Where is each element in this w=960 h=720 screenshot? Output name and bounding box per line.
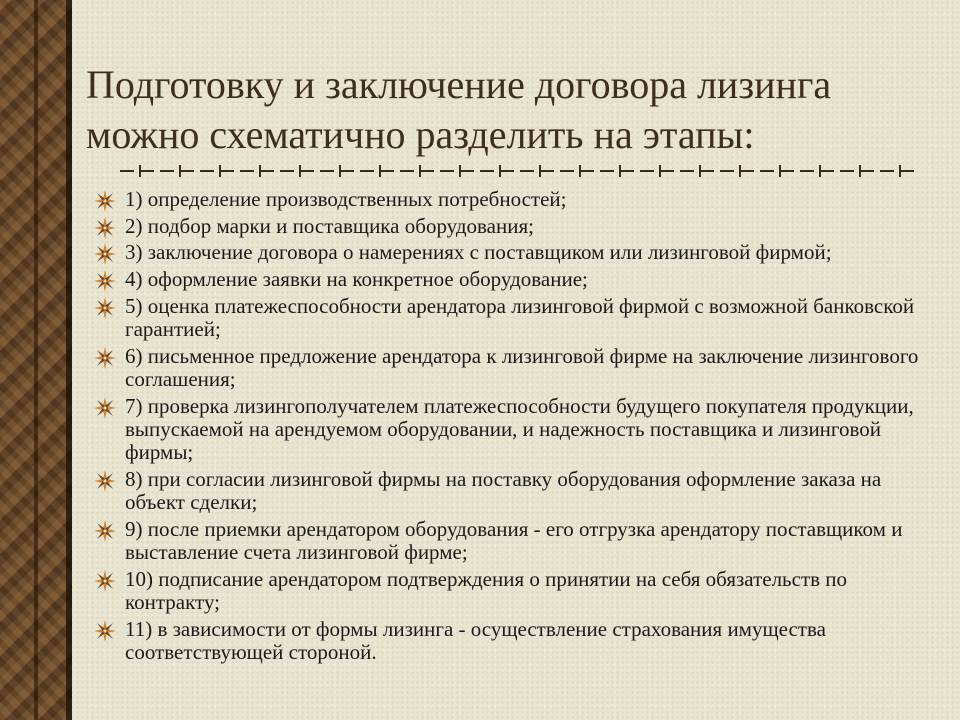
list-item-text: 7) проверка лизингополучателем платежеспособности будущего покупателя продукции, выпускаемой на арендуемом оборудовании, и надежность поставщика и лизинговой фирмы; bbox=[125, 393, 914, 465]
list-item bbox=[94, 568, 939, 615]
list-item bbox=[94, 395, 939, 465]
list-item-text: 4) оформление заявки на конкретное оборудование; bbox=[125, 267, 588, 292]
list-item-text: 3) заключение договора о намерениях с поставщиком или лизинговой фирмой; bbox=[125, 240, 832, 265]
slide-title bbox=[86, 60, 946, 160]
list-item-text: 10) подписание арендатором подтверждения о принятии на себя обязательств по контракту; bbox=[125, 566, 848, 615]
list-item-text: 5) оценка платежеспособности арендатора лизинговой фирмой с возможной банковской гарантией; bbox=[125, 293, 915, 342]
list-item bbox=[94, 468, 939, 515]
title-line-1: Подготовку и заключение договора лизинга bbox=[86, 62, 832, 107]
list-item bbox=[94, 295, 939, 342]
list-item-text: 11) в зависимости от формы лизинга - осуществление страхования имущества соответствующей стороной. bbox=[125, 616, 826, 665]
stages-list bbox=[94, 188, 939, 668]
decorative-side-strip bbox=[0, 0, 72, 720]
star-cross-bullet-icon bbox=[94, 470, 116, 492]
star-cross-bullet-icon bbox=[94, 243, 116, 265]
list-item bbox=[94, 345, 939, 392]
star-cross-bullet-icon bbox=[94, 620, 116, 642]
star-cross-bullet-icon bbox=[94, 520, 116, 542]
list-item bbox=[94, 618, 939, 665]
star-cross-bullet-icon bbox=[94, 270, 116, 292]
list-item bbox=[94, 268, 939, 291]
list-item-text: 1) определение производственных потребностей; bbox=[125, 187, 567, 211]
star-cross-bullet-icon bbox=[94, 570, 116, 592]
star-cross-bullet-icon bbox=[94, 297, 116, 319]
list-item bbox=[94, 518, 939, 565]
star-cross-bullet-icon bbox=[94, 397, 116, 419]
list-item bbox=[94, 188, 939, 211]
list-item-text: 6) письменное предложение арендатора к лизинговой фирме на заключение лизингового соглашения; bbox=[125, 343, 919, 392]
list-item bbox=[94, 215, 939, 238]
star-cross-bullet-icon bbox=[94, 190, 116, 212]
list-item-text: 9) после приемки арендатором оборудования - его отгрузка арендатору поставщиком и выставление счета лизинговой фирме; bbox=[125, 516, 903, 565]
list-item bbox=[94, 241, 939, 264]
list-item-text: 8) при согласии лизинговой фирмы на поставку оборудования оформление заказа на объект сделки; bbox=[125, 467, 882, 515]
star-cross-bullet-icon bbox=[94, 217, 116, 239]
title-line-2: можно схематично разделить на этапы: bbox=[86, 112, 755, 157]
title-divider bbox=[120, 163, 920, 179]
star-cross-bullet-icon bbox=[94, 347, 116, 369]
list-item-text: 2) подбор марки и поставщика оборудования; bbox=[125, 213, 534, 238]
